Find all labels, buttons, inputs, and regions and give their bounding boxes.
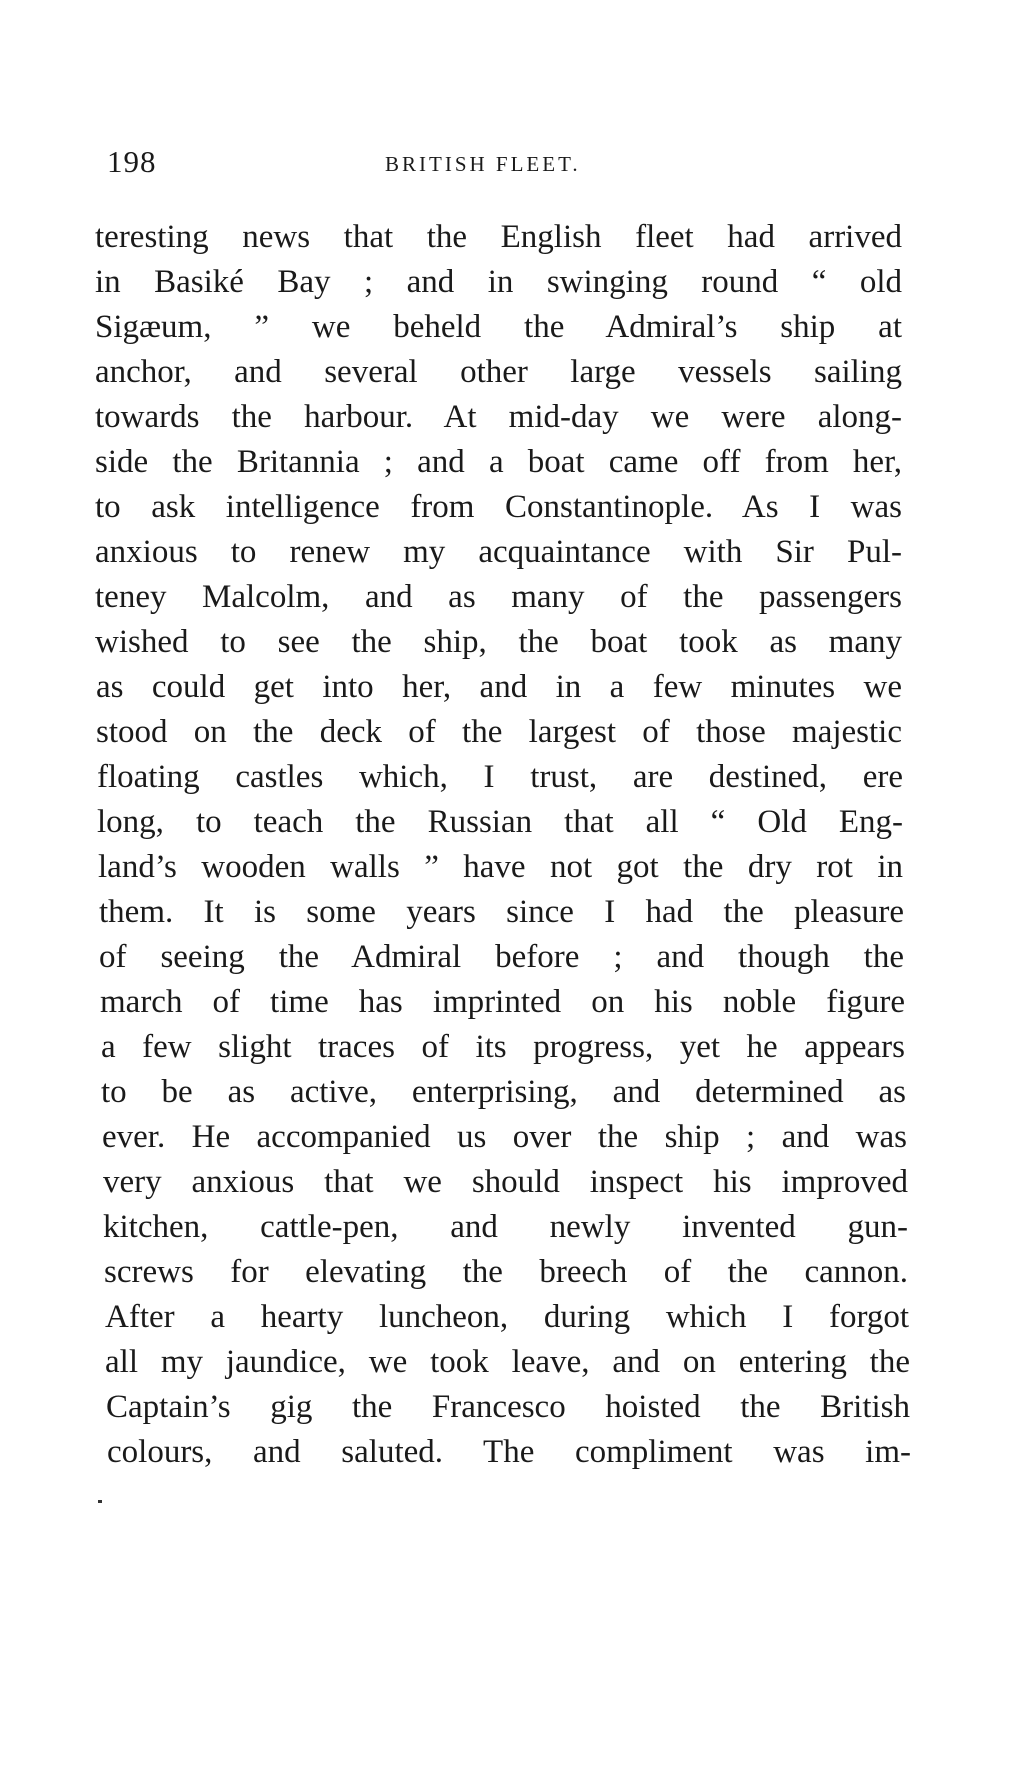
running-head — [107, 142, 917, 182]
text-line: very anxious that we should inspect his improved — [103, 1164, 908, 1200]
text-line: stood on the deck of the largest of those majestic — [96, 714, 902, 750]
text-line: colours, and saluted. The compliment was im- — [107, 1434, 911, 1470]
text-line: screws for elevating the breech of the cannon. — [104, 1254, 908, 1290]
text-line: anchor, and several other large vessels sailing — [95, 354, 902, 390]
page-number: 198 — [107, 144, 157, 179]
text-line: march of time has imprinted on his noble figure — [100, 984, 905, 1020]
margin-mark — [98, 1500, 102, 1503]
text-line: teresting news that the English fleet had arrived — [95, 219, 902, 255]
text-line: to be as active, enterprising, and determined as — [101, 1074, 906, 1110]
text-line: in Basiké Bay ; and in swinging round “ old — [95, 264, 902, 300]
running-title: BRITISH FLEET. — [385, 152, 581, 176]
text-line: After a hearty luncheon, during which I forgot — [105, 1299, 909, 1335]
text-line: side the Britannia ; and a boat came off from her, — [95, 444, 902, 480]
text-line: ever. He accompanied us over the ship ; and was — [102, 1119, 907, 1155]
text-line: floating castles which, I trust, are destined, ere — [97, 759, 903, 795]
text-line: Captain’s gig the Francesco hoisted the British — [106, 1389, 910, 1425]
text-line: as could get into her, and in a few minutes we — [96, 669, 902, 705]
text-line: to ask intelligence from Constantinople. As I was — [95, 489, 902, 525]
text-line: kitchen, cattle-pen, and newly invented gun- — [103, 1209, 908, 1245]
text-line: towards the harbour. At mid-day we were along- — [95, 399, 902, 435]
text-line: Sigæum, ” we beheld the Admiral’s ship at — [95, 309, 902, 345]
text-line: teney Malcolm, and as many of the passengers — [95, 579, 902, 615]
text-line: them. It is some years since I had the pleasure — [99, 894, 904, 930]
text-line: a few slight traces of its progress, yet he appears — [101, 1029, 905, 1065]
text-line: all my jaundice, we took leave, and on entering the — [105, 1344, 910, 1380]
text-line: long, to teach the Russian that all “ Old Eng- — [97, 804, 903, 840]
text-line: of seeing the Admiral before ; and though the — [99, 939, 904, 975]
text-line: wished to see the ship, the boat took as many — [95, 624, 902, 660]
text-line: land’s wooden walls ” have not got the dry rot in — [98, 849, 903, 885]
text-line: anxious to renew my acquaintance with Sir Pul- — [95, 534, 902, 570]
